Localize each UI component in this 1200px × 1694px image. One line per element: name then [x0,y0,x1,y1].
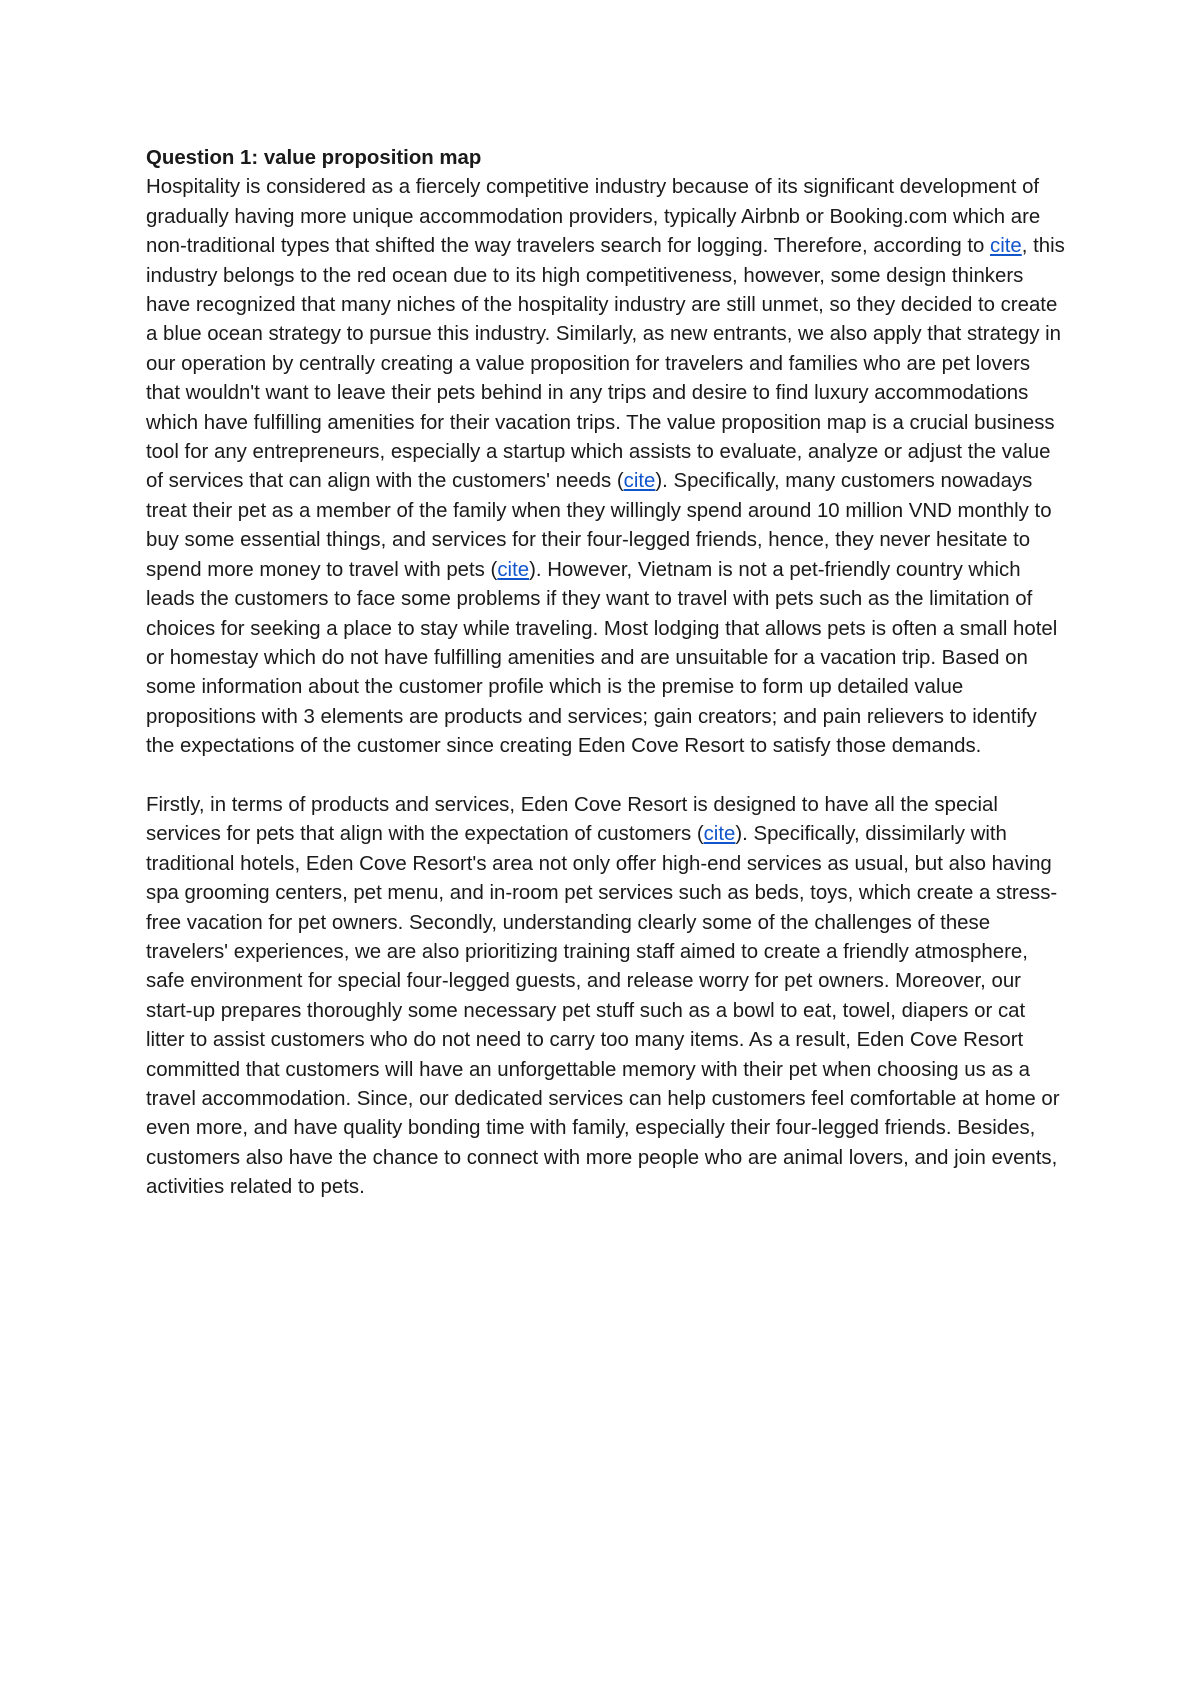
paragraph-intro-text-4: ). However, Vietnam is not a pet-friendly country which leads the customers to face some problems if they want to travel with pets such as the limitation of choices for seeking a place to stay while traveling. Most lodging that allows pets is often a small hotel or homestay which do not have fulfilling amenities and are unsuitable for a vacation trip. Based on some information about the customer profile which is the premise to form up detailed value propositions with 3 elements are products and services; gain creators; and pain relievers to identify the expectations of the customer since creating Eden Cove Resort to satisfy those demands. [146,558,1058,758]
document-page [146,144,1066,1203]
cite-link[interactable]: cite [703,823,736,846]
paragraph-intro-text-2: , this industry belongs to the red ocean due to its high competitiveness, however, some design thinkers have recognized that many niches of the hospitality industry are still unmet, so they decided to create a blue ocean strategy to pursue this industry. Similarly, as new entrants, we also apply that strategy in our operation by centrally creating a value proposition for travelers and families who are pet lovers that wouldn't want to leave their pets behind in any trips and desire to find luxury accommodations which have fulfilling amenities for their vacation trips. The value proposition map is a crucial business tool for any entrepreneurs, especially a startup which assists to evaluate, analyze or adjust the value of services that can align with the customers' needs ( [146,235,1065,493]
question-heading: Question 1: value proposition map [146,147,482,169]
cite-link[interactable]: cite [623,470,656,493]
paragraph-products-services [146,791,1066,1203]
paragraph-products-text-2: ). Specifically, dissimilarly with traditional hotels, Eden Cove Resort's area not only offer high-end services as usual, but also having spa grooming centers, pet menu, and in-room pet services such as beds, toys, which create a stress-free vacation for pet owners. Secondly, understanding clearly some of the challenges of these travelers' experiences, we are also prioritizing training staff aimed to create a friendly atmosphere, safe environment for special four-legged guests, and release worry for pet owners. Moreover, our start-up prepares thoroughly some necessary pet stuff such as a bowl to eat, towel, diapers or cat litter to assist customers who do not need to carry too many items. As a result, Eden Cove Resort committed that customers will have an unforgettable memory with their pet when choosing us as a travel accommodation. Since, our dedicated services can help customers feel comfortable at home or even more, and have quality bonding time with family, especially their four-legged friends. Besides, customers also have the chance to connect with more people who are animal lovers, and join events, activities related to pets. [146,823,1060,1199]
cite-link[interactable]: cite [497,558,530,581]
paragraph-products-text-1: Firstly, in terms of products and services, Eden Cove Resort is designed to have all the special services for pets that align with the expectation of customers ( [146,793,998,846]
cite-link[interactable]: cite [990,235,1022,258]
paragraph-intro [146,173,1066,761]
paragraph-intro-text-3: ). Specifically, many customers nowadays treat their pet as a member of the family when they willingly spend around 10 million VND monthly to buy some essential things, and services for their four-legged friends, hence, they never hesitate to spend more money to travel with pets ( [146,470,1052,581]
paragraph-intro-text-1: Hospitality is considered as a fiercely competitive industry because of its significant development of gradually having more unique accommodation providers, typically Airbnb or Booking.com which are non-traditional types that shifted the way travelers search for logging. Therefore, according to [146,176,1041,258]
